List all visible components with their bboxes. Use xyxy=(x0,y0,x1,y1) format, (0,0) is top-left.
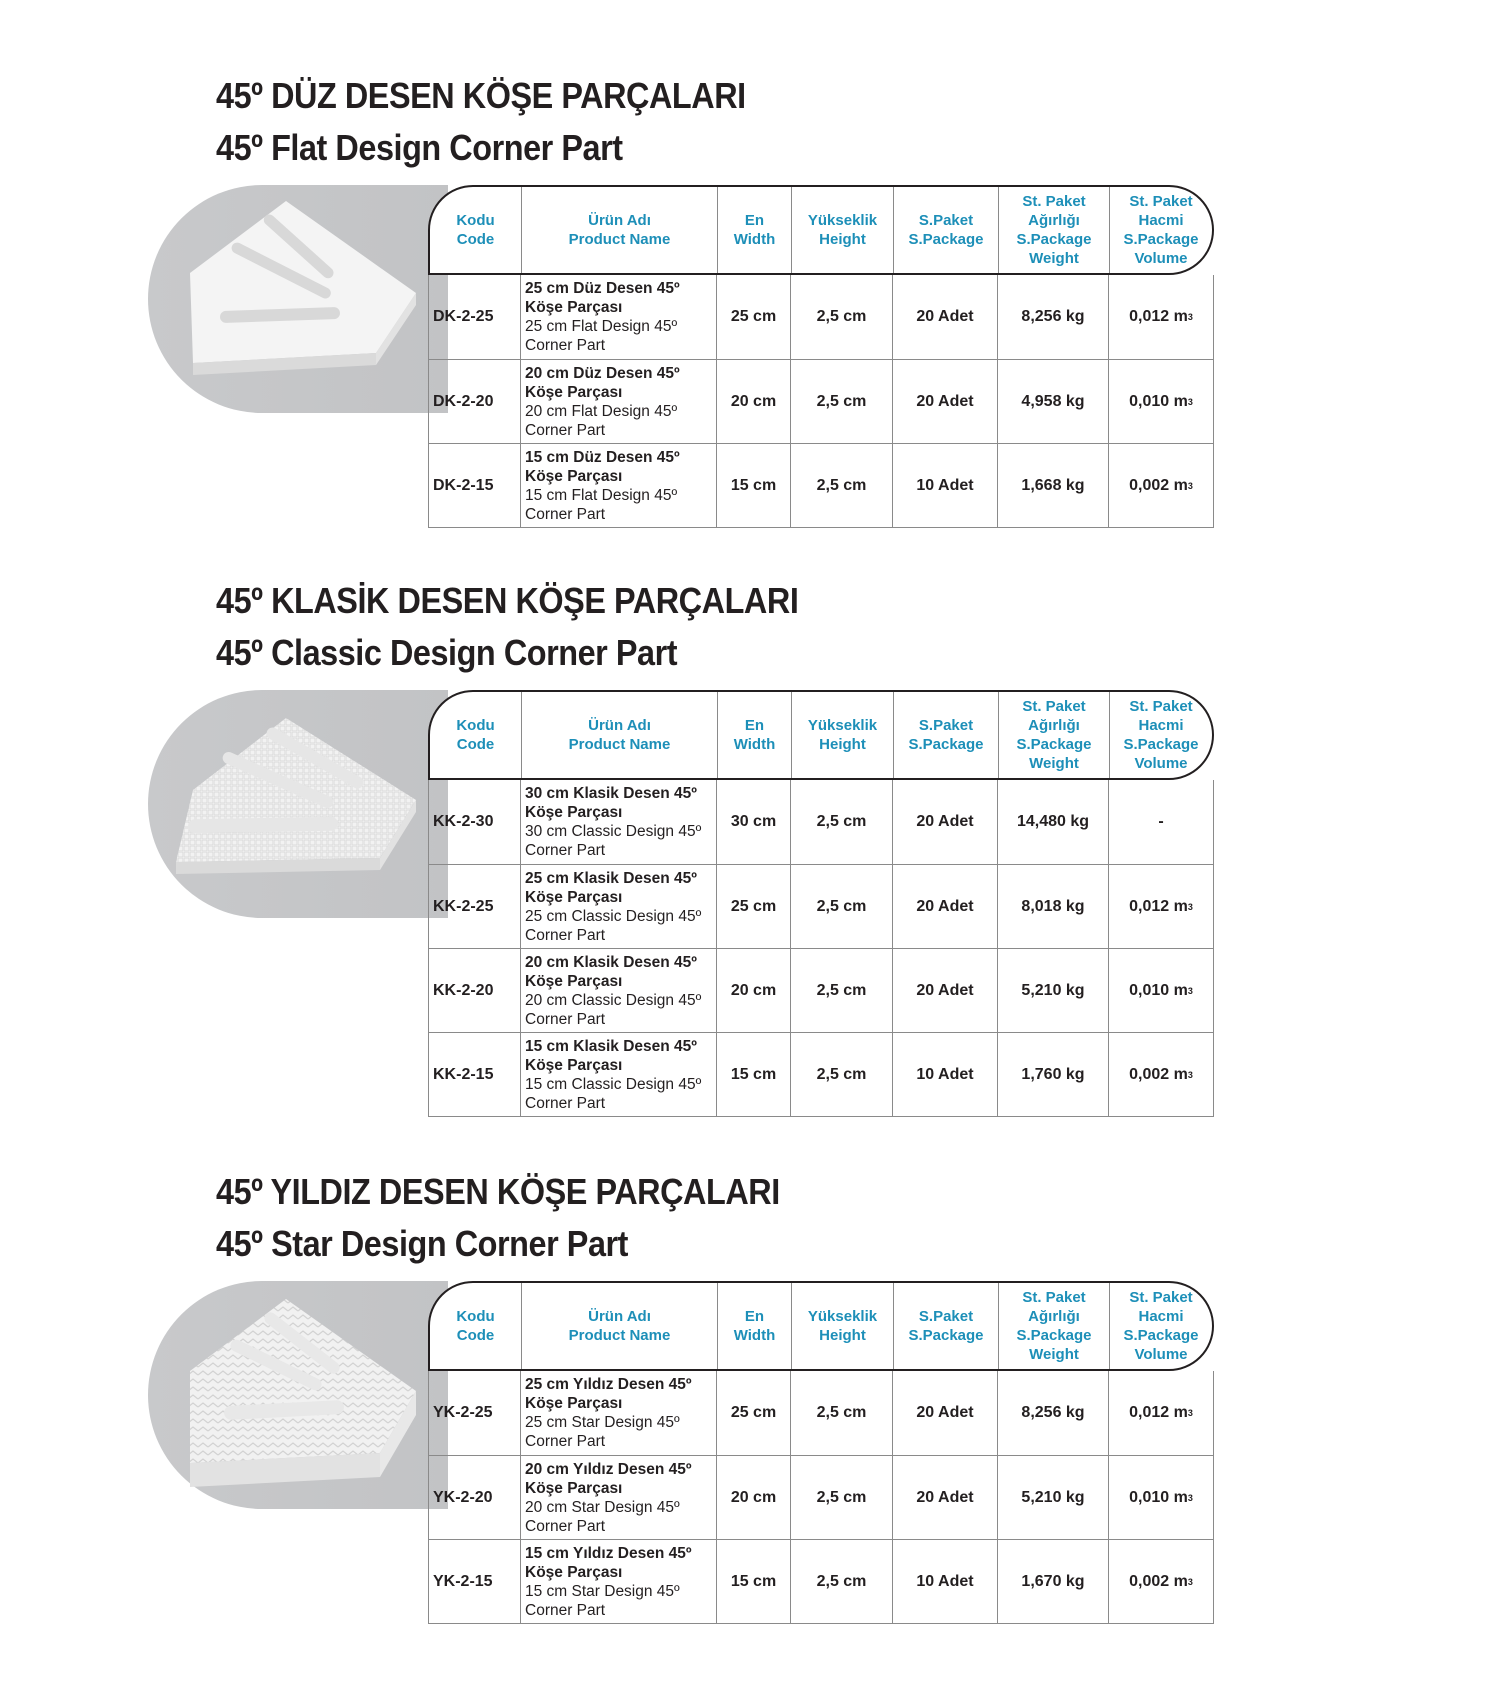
product-code: DK-2-20 xyxy=(433,392,494,410)
header-weight: St. Paket Ağırlığı S.Package Weight xyxy=(998,1283,1109,1369)
product-volume-value: 0,010 m xyxy=(1129,981,1188,999)
product-weight: 1,670 kg xyxy=(997,1540,1108,1623)
product-height: 2,5 cm xyxy=(790,1456,892,1539)
product-name-en-line: Corner Part xyxy=(525,337,606,354)
product-width: 15 cm xyxy=(716,1540,790,1623)
header-width: En Width xyxy=(717,187,791,273)
header-code: Kodu Code xyxy=(456,717,495,753)
product-volume: 0,010 m 3 xyxy=(1108,360,1213,443)
product-volume-value: 0,010 m xyxy=(1129,392,1188,410)
product-name xyxy=(520,1371,716,1455)
product-name-en-line: 20 cm Classic Design 45º xyxy=(525,991,702,1009)
header-volume: St. Paket Hacmi S.Package Volume xyxy=(1109,692,1212,778)
product-name xyxy=(520,949,716,1032)
product-table-flat xyxy=(428,185,1214,528)
table-row xyxy=(429,1455,1213,1539)
product-weight: 5,210 kg xyxy=(997,1456,1108,1539)
product-code: YK-2-15 xyxy=(433,1572,493,1590)
table-row xyxy=(429,1539,1213,1623)
product-name-tr-line: Köşe Parçası xyxy=(525,467,623,485)
product-volume: 0,002 m 3 xyxy=(1108,1033,1213,1116)
product-volume-value: - xyxy=(1158,813,1164,830)
product-width: 25 cm xyxy=(716,1371,790,1455)
product-volume-value: 0,012 m xyxy=(1129,897,1188,915)
product-volume: 0,010 m 3 xyxy=(1108,1456,1213,1539)
product-name-tr-line: 20 cm Klasik Desen 45º xyxy=(525,953,697,971)
product-code: KK-2-15 xyxy=(433,1065,494,1083)
product-volume-value: 0,002 m xyxy=(1129,476,1188,494)
product-height: 2,5 cm xyxy=(790,275,892,359)
table-body xyxy=(428,780,1214,1117)
product-photo-classic xyxy=(148,690,448,918)
product-volume-value: 0,002 m xyxy=(1129,1572,1188,1590)
table-row xyxy=(429,1371,1213,1455)
product-package: 20 Adet xyxy=(892,1456,997,1539)
table-row xyxy=(429,359,1213,443)
product-name-tr-line: 25 cm Klasik Desen 45º xyxy=(525,869,697,887)
table-body xyxy=(428,1371,1214,1624)
product-name-tr-line: Köşe Parçası xyxy=(525,1479,623,1497)
product-name-en-line: 30 cm Classic Design 45º xyxy=(525,823,702,840)
product-package: 20 Adet xyxy=(892,1371,997,1455)
product-package: 20 Adet xyxy=(892,865,997,948)
product-volume xyxy=(1108,780,1213,864)
product-package: 20 Adet xyxy=(892,780,997,864)
product-name-en-line: Corner Part xyxy=(525,1433,606,1450)
product-package: 10 Adet xyxy=(892,444,997,527)
header-weight: St. Paket Ağırlığı S.Package Weight xyxy=(998,692,1109,778)
product-name-en-line: Corner Part xyxy=(525,1094,606,1112)
section-title-en: 45º Star Design Corner Part xyxy=(216,1223,629,1264)
product-width: 25 cm xyxy=(716,275,790,359)
product-package: 20 Adet xyxy=(892,275,997,359)
table-row xyxy=(429,443,1213,527)
product-name-en-line: Corner Part xyxy=(525,505,606,523)
product-width: 30 cm xyxy=(716,780,790,864)
product-name-tr-line: 20 cm Yıldız Desen 45º xyxy=(525,1460,692,1478)
header-volume: St. Paket Hacmi S.Package Volume xyxy=(1109,187,1212,273)
product-name-tr-line: Köşe Parçası xyxy=(525,383,623,401)
product-name xyxy=(520,360,716,443)
header-package: S.Paket S.Package xyxy=(893,1283,998,1369)
product-name-tr-line: 30 cm Klasik Desen 45º xyxy=(525,785,697,802)
product-volume: 0,010 m 3 xyxy=(1108,949,1213,1032)
product-width: 20 cm xyxy=(716,360,790,443)
section-title-en: 45º Flat Design Corner Part xyxy=(216,127,623,168)
header-package: S.Paket S.Package xyxy=(893,692,998,778)
table-row xyxy=(429,948,1213,1032)
product-width: 15 cm xyxy=(716,444,790,527)
product-name-tr-line: Köşe Parçası xyxy=(525,1563,623,1581)
product-name xyxy=(520,865,716,948)
product-height: 2,5 cm xyxy=(790,360,892,443)
header-width: En Width xyxy=(717,692,791,778)
classic-corner-part-image xyxy=(148,690,448,918)
product-name-en-line: 25 cm Star Design 45º xyxy=(525,1414,680,1431)
product-code: KK-2-25 xyxy=(433,897,494,915)
product-name xyxy=(520,1540,716,1623)
product-name xyxy=(520,1456,716,1539)
header-height: Yükseklik Height xyxy=(791,1283,893,1369)
product-package: 10 Adet xyxy=(892,1540,997,1623)
product-weight: 5,210 kg xyxy=(997,949,1108,1032)
flat-corner-part-image xyxy=(148,185,448,413)
product-name-en-line: Corner Part xyxy=(525,1010,606,1028)
product-name-en-line: Corner Part xyxy=(525,1517,606,1535)
table-row xyxy=(429,864,1213,948)
product-table-classic xyxy=(428,690,1214,1117)
header-name: Ürün Adı Product Name xyxy=(521,692,717,778)
header-height: Yükseklik Height xyxy=(791,692,893,778)
product-name xyxy=(520,444,716,527)
header-code: Kodu Code xyxy=(456,1308,495,1344)
product-name-en-line: Corner Part xyxy=(525,926,606,944)
product-height: 2,5 cm xyxy=(790,1033,892,1116)
section-title-en: 45º Classic Design Corner Part xyxy=(216,632,678,673)
product-height: 2,5 cm xyxy=(790,949,892,1032)
product-photo-star xyxy=(148,1281,448,1509)
product-name-tr-line: Köşe Parçası xyxy=(525,1395,623,1412)
product-height: 2,5 cm xyxy=(790,1371,892,1455)
product-package: 10 Adet xyxy=(892,1033,997,1116)
product-code: KK-2-30 xyxy=(433,813,494,830)
table-header xyxy=(428,690,1214,780)
product-code: DK-2-15 xyxy=(433,476,494,494)
product-name-tr-line: Köşe Parçası xyxy=(525,299,623,316)
table-row xyxy=(429,1032,1213,1116)
product-volume: 0,012 m 3 xyxy=(1108,865,1213,948)
product-volume-value: 0,010 m xyxy=(1129,1488,1188,1506)
product-name-tr-line: 15 cm Yıldız Desen 45º xyxy=(525,1544,692,1562)
product-weight: 14,480 kg xyxy=(997,780,1108,864)
product-name-en-line: 15 cm Flat Design 45º xyxy=(525,486,678,504)
product-name-en-line: 20 cm Flat Design 45º xyxy=(525,402,678,420)
product-weight: 1,760 kg xyxy=(997,1033,1108,1116)
table-header xyxy=(428,1281,1214,1371)
product-height: 2,5 cm xyxy=(790,780,892,864)
product-table-star xyxy=(428,1281,1214,1624)
product-name-tr-line: 20 cm Düz Desen 45º xyxy=(525,364,680,382)
product-volume-value: 0,012 m xyxy=(1129,308,1188,325)
product-code: YK-2-25 xyxy=(433,1404,493,1421)
product-name-tr-line: 25 cm Düz Desen 45º xyxy=(525,280,680,297)
product-height: 2,5 cm xyxy=(790,865,892,948)
product-name-tr-line: Köşe Parçası xyxy=(525,804,623,821)
product-weight: 8,256 kg xyxy=(997,1371,1108,1455)
table-body xyxy=(428,275,1214,528)
product-height: 2,5 cm xyxy=(790,1540,892,1623)
section-title-tr: 45º YILDIZ DESEN KÖŞE PARÇALARI xyxy=(216,1171,780,1212)
product-weight: 8,256 kg xyxy=(997,275,1108,359)
product-volume: 0,002 m 3 xyxy=(1108,1540,1213,1623)
product-weight: 1,668 kg xyxy=(997,444,1108,527)
product-width: 20 cm xyxy=(716,1456,790,1539)
product-weight: 4,958 kg xyxy=(997,360,1108,443)
product-name xyxy=(520,780,716,864)
product-volume: 0,012 m 3 xyxy=(1108,1371,1213,1455)
header-package: S.Paket S.Package xyxy=(893,187,998,273)
header-code: Kodu Code xyxy=(456,212,495,248)
header-volume: St. Paket Hacmi S.Package Volume xyxy=(1109,1283,1212,1369)
product-name-tr-line: Köşe Parçası xyxy=(525,1056,623,1074)
product-name xyxy=(520,275,716,359)
header-width: En Width xyxy=(717,1283,791,1369)
section-title-tr: 45º DÜZ DESEN KÖŞE PARÇALARI xyxy=(216,75,746,116)
header-name: Ürün Adı Product Name xyxy=(521,1283,717,1369)
product-volume: 0,002 m 3 xyxy=(1108,444,1213,527)
product-width: 15 cm xyxy=(716,1033,790,1116)
product-name-en-line: Corner Part xyxy=(525,1601,606,1619)
header-height: Yükseklik Height xyxy=(791,187,893,273)
product-name xyxy=(520,1033,716,1116)
header-name: Ürün Adı Product Name xyxy=(521,187,717,273)
product-name-en-line: 25 cm Flat Design 45º xyxy=(525,318,678,335)
product-volume-value: 0,012 m xyxy=(1129,1404,1188,1421)
product-name-tr-line: 25 cm Yıldız Desen 45º xyxy=(525,1376,692,1393)
product-name-en-line: Corner Part xyxy=(525,842,606,859)
product-code: DK-2-25 xyxy=(433,308,494,325)
section-title-tr: 45º KLASİK DESEN KÖŞE PARÇALARI xyxy=(216,580,799,621)
product-name-en-line: 20 cm Star Design 45º xyxy=(525,1498,680,1516)
product-width: 25 cm xyxy=(716,865,790,948)
table-row xyxy=(429,275,1213,359)
product-height: 2,5 cm xyxy=(790,444,892,527)
product-name-en-line: 25 cm Classic Design 45º xyxy=(525,907,702,925)
table-header xyxy=(428,185,1214,275)
product-name-en-line: 15 cm Classic Design 45º xyxy=(525,1075,702,1093)
product-width: 20 cm xyxy=(716,949,790,1032)
product-package: 20 Adet xyxy=(892,360,997,443)
product-name-tr-line: 15 cm Klasik Desen 45º xyxy=(525,1037,697,1055)
product-photo-flat xyxy=(148,185,448,413)
product-name-tr-line: Köşe Parçası xyxy=(525,972,623,990)
product-code: YK-2-20 xyxy=(433,1488,493,1506)
product-package: 20 Adet xyxy=(892,949,997,1032)
product-volume: 0,012 m 3 xyxy=(1108,275,1213,359)
star-corner-part-image xyxy=(148,1281,448,1509)
table-row xyxy=(429,780,1213,864)
product-name-en-line: Corner Part xyxy=(525,421,606,439)
product-name-tr-line: 15 cm Düz Desen 45º xyxy=(525,448,680,466)
header-weight: St. Paket Ağırlığı S.Package Weight xyxy=(998,187,1109,273)
product-code: KK-2-20 xyxy=(433,981,494,999)
product-weight: 8,018 kg xyxy=(997,865,1108,948)
product-name-en-line: 15 cm Star Design 45º xyxy=(525,1582,680,1600)
product-name-tr-line: Köşe Parçası xyxy=(525,888,623,906)
product-volume-value: 0,002 m xyxy=(1129,1065,1188,1083)
